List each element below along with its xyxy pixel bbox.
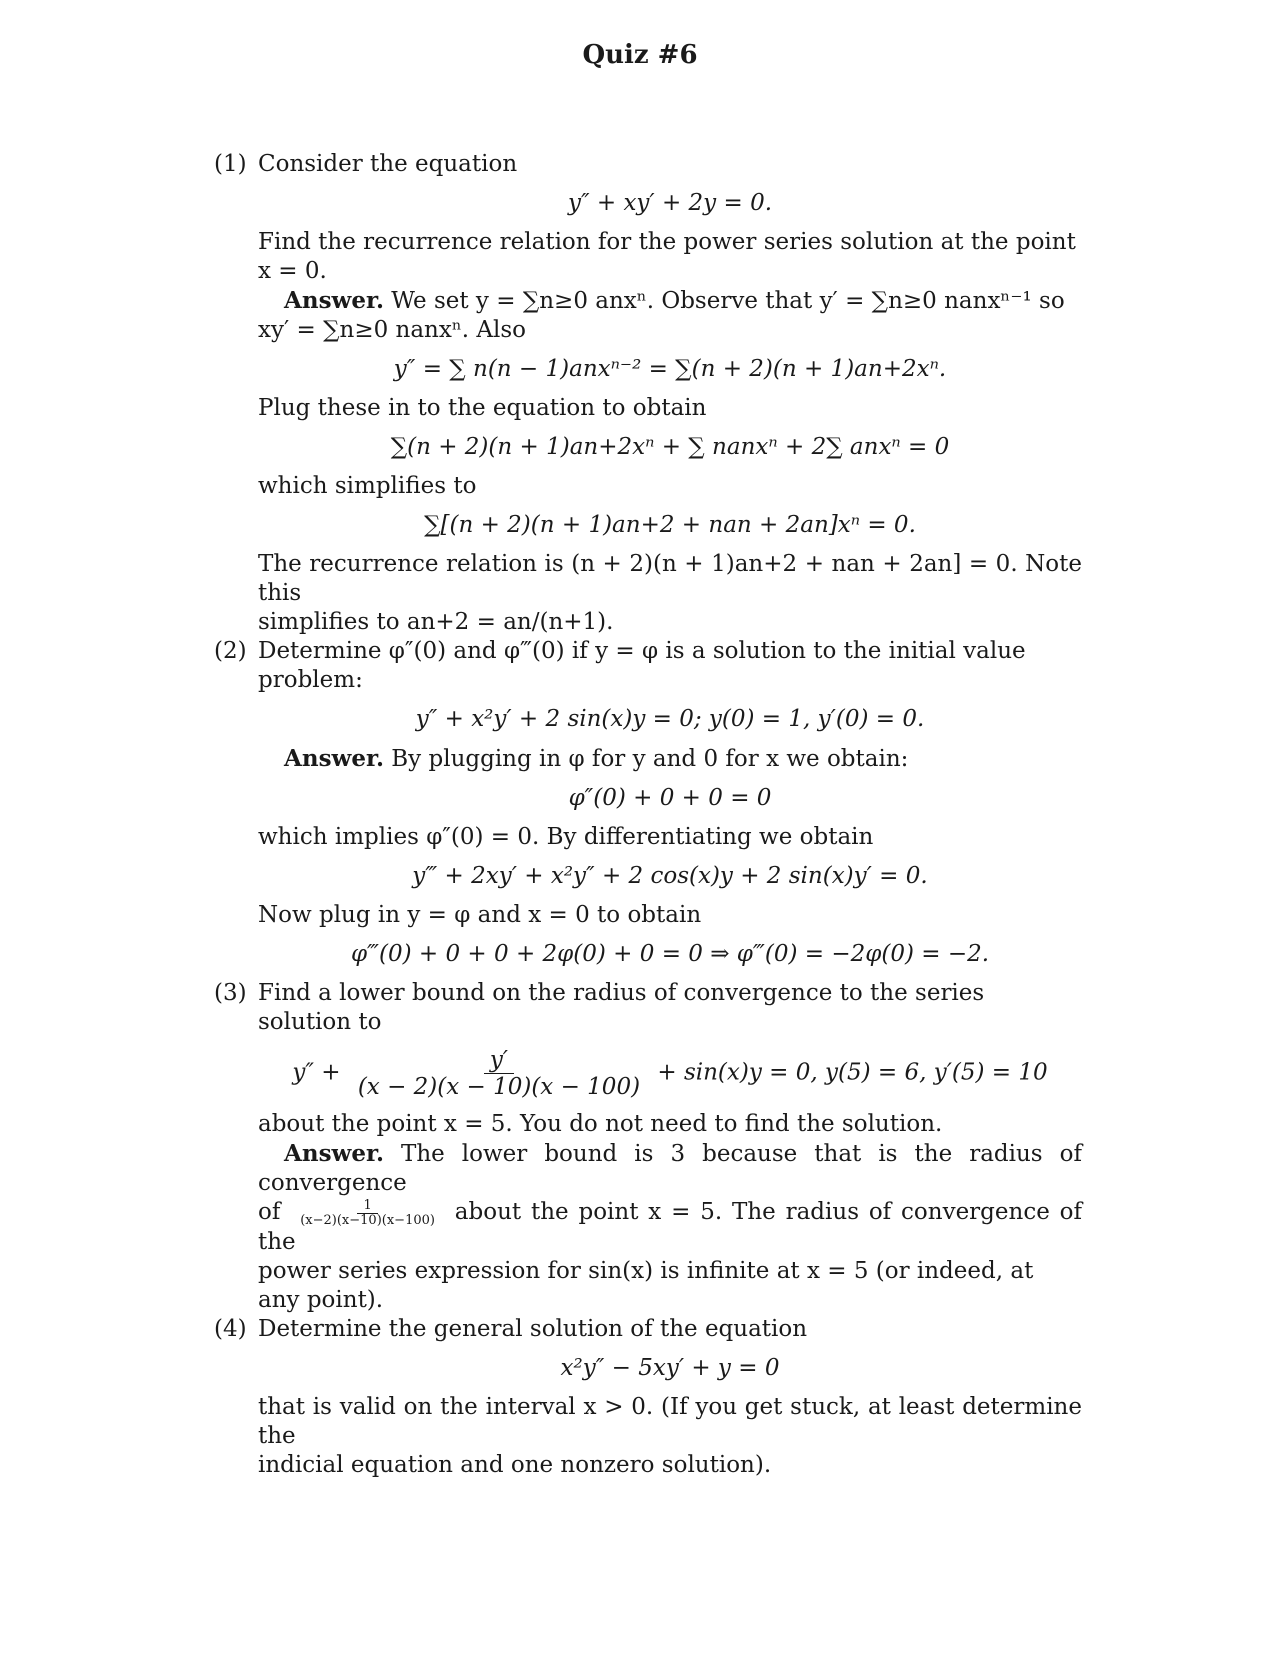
answer-text: The lower bound is 3 because that is the radius of convergence xyxy=(258,1141,1082,1196)
answer-label: Answer. xyxy=(284,745,384,772)
quiz-body xyxy=(214,150,1083,1480)
answer-text: which simplifies to xyxy=(258,473,477,499)
question-number: (1) xyxy=(214,151,247,177)
display-equation: φ″(0) + 0 + 0 = 0 xyxy=(568,785,772,811)
answer-text: Now plug in y = φ and x = 0 to obtain xyxy=(258,902,702,928)
question-prompt: Find a lower bound on the radius of convergence to the series solution to xyxy=(258,980,985,1035)
answer-text: of xyxy=(258,1199,281,1225)
question-prompt: Determine φ″(0) and φ‴(0) if y = φ is a solution to the initial value problem: xyxy=(258,638,1026,693)
answer-text: power series expression for sin(x) is infinite at x = 5 (or indeed, at any point). xyxy=(258,1257,1034,1313)
question-prompt: Determine the general solution of the equation xyxy=(258,1315,808,1342)
question-3 xyxy=(214,979,1083,1315)
answer-text: about the point x = 5. The radius of convergence of the xyxy=(258,1199,1083,1255)
small-fraction xyxy=(294,1199,441,1228)
fraction-denominator: (x−2)(x−10)(x−100) xyxy=(300,1212,435,1228)
question-number: (3) xyxy=(214,980,247,1006)
question-prompt: Consider the equation xyxy=(258,151,518,177)
display-equation: y″ + x²y′ + 2 sin(x)y = 0; y(0) = 1, y′(0) = 0. xyxy=(415,706,925,732)
display-equation: y″ = ∑ n(n − 1)anxⁿ⁻² = ∑(n + 2)(n + 1)an+2xⁿ. xyxy=(393,356,947,382)
question-text: about the point x = 5. You do not need to find the solution. xyxy=(258,1111,943,1137)
display-equation: x²y″ − 5xy′ + y = 0 xyxy=(560,1354,780,1381)
question-number: (2) xyxy=(214,638,247,664)
question-text: Find the recurrence relation for the power series solution at the point x = 0. xyxy=(258,229,1076,284)
answer-label: Answer. xyxy=(284,287,384,314)
fraction xyxy=(352,1047,646,1100)
display-equation xyxy=(258,1047,1082,1100)
answer-paragraph xyxy=(258,1139,1082,1198)
display-equation: ∑(n + 2)(n + 1)an+2xⁿ + ∑ nanxⁿ + 2∑ anxⁿ = 0 xyxy=(390,434,950,460)
display-equation: φ‴(0) + 0 + 0 + 2φ(0) + 0 = 0 ⇒ φ‴(0) = −2φ(0) = −2. xyxy=(350,941,990,967)
answer-text: Plug these in to the equation to obtain xyxy=(258,395,707,421)
question-text: indicial equation and one nonzero solution). xyxy=(258,1451,772,1478)
fraction-numerator: y′ xyxy=(484,1047,514,1074)
answer-text: xy′ = ∑n≥0 nanxⁿ. Also xyxy=(258,317,527,343)
question-1 xyxy=(214,150,1082,637)
answer-text-line xyxy=(258,1198,1082,1257)
answer-text: The recurrence relation is (n + 2)(n + 1)an+2 + nan + 2an] = 0. Note this xyxy=(258,551,1082,606)
quiz-title: Quiz #6 xyxy=(582,40,698,70)
display-equation: ∑[(n + 2)(n + 1)an+2 + nan + 2an]xⁿ = 0. xyxy=(424,512,916,538)
equation-lead: y″ + xyxy=(292,1059,341,1086)
fraction-numerator: 1 xyxy=(357,1199,377,1214)
answer-text: which implies φ″(0) = 0. By differentiating we obtain xyxy=(258,824,874,850)
answer-text: simplifies to an+2 = an/(n+1). xyxy=(258,609,614,635)
display-equation: y″ + xy′ + 2y = 0. xyxy=(567,190,773,216)
fraction-denominator: (x − 2)(x − 10)(x − 100) xyxy=(357,1074,641,1100)
answer-paragraph xyxy=(258,286,1082,316)
question-number: (4) xyxy=(214,1315,247,1342)
question-2 xyxy=(214,637,1082,969)
question-4 xyxy=(214,1315,1082,1480)
answer-text: We set y = ∑n≥0 anxⁿ. Observe that y′ = ∑n≥0 nanxⁿ⁻¹ so xyxy=(391,288,1065,314)
equation-tail: + sin(x)y = 0, y(5) = 6, y′(5) = 10 xyxy=(657,1059,1048,1086)
answer-label: Answer. xyxy=(284,1140,384,1167)
answer-text: By plugging in φ for y and 0 for x we obtain: xyxy=(391,746,909,772)
question-text: that is valid on the interval x > 0. (If you get stuck, at least determine the xyxy=(258,1393,1082,1449)
answer-paragraph xyxy=(258,744,1082,774)
display-equation: y‴ + 2xy′ + x²y″ + 2 cos(x)y + 2 sin(x)y′ = 0. xyxy=(412,863,928,889)
